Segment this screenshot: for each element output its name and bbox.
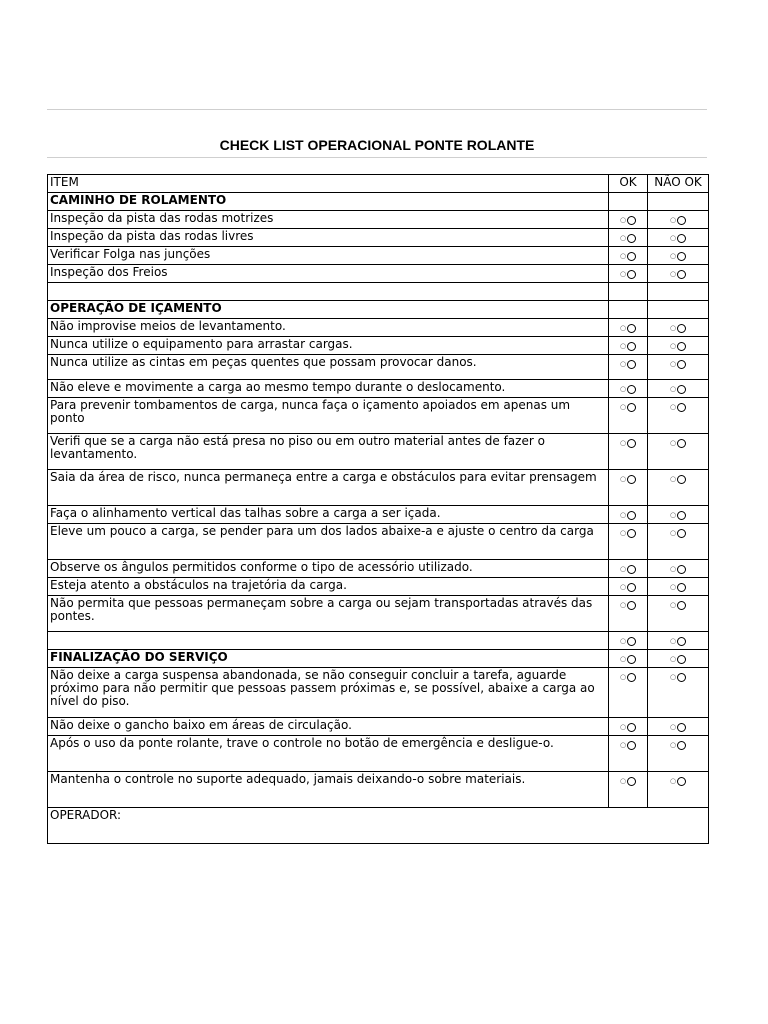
radio-circle-icon	[677, 565, 686, 574]
radio-dot-icon: ○	[619, 252, 627, 260]
radio-circle-icon	[677, 216, 686, 225]
radio-ok[interactable]	[620, 268, 636, 281]
title-divider	[47, 157, 707, 158]
radio-ok[interactable]	[620, 527, 636, 540]
item-text	[48, 632, 609, 650]
radio-circle-icon	[627, 385, 636, 394]
cell-ok	[609, 772, 648, 808]
radio-circle-icon	[677, 324, 686, 333]
cell-nao-ok	[648, 772, 709, 808]
radio-circle-icon	[677, 385, 686, 394]
radio-dot-icon: ○	[669, 511, 677, 519]
radio-dot-icon: ○	[619, 741, 627, 749]
cell-nao-ok	[648, 434, 709, 470]
item-text: Inspeção da pista das rodas motrizes	[48, 211, 609, 229]
radio-circle-icon	[627, 655, 636, 664]
radio-nao-ok[interactable]	[670, 232, 686, 245]
cell-ok	[609, 355, 648, 380]
radio-nao-ok[interactable]	[670, 214, 686, 227]
checklist-row	[48, 229, 709, 247]
radio-dot-icon: ○	[669, 403, 677, 411]
radio-dot-icon: ○	[669, 324, 677, 332]
radio-dot-icon: ○	[669, 234, 677, 242]
radio-dot-icon: ○	[619, 439, 627, 447]
item-text: Faça o alinhamento vertical das talhas sobre a carga a ser içada.	[48, 506, 609, 524]
radio-nao-ok[interactable]	[670, 322, 686, 335]
cell-ok	[609, 596, 648, 632]
checklist-row	[48, 337, 709, 355]
radio-dot-icon: ○	[669, 673, 677, 681]
radio-ok[interactable]	[620, 401, 636, 414]
cell-ok	[609, 578, 648, 596]
radio-circle-icon	[627, 723, 636, 732]
radio-circle-icon	[677, 252, 686, 261]
radio-circle-icon	[677, 777, 686, 786]
checklist-row	[48, 247, 709, 265]
radio-ok[interactable]	[620, 671, 636, 684]
header-row	[48, 175, 709, 193]
radio-ok[interactable]	[620, 653, 636, 666]
radio-dot-icon: ○	[619, 673, 627, 681]
radio-dot-icon: ○	[669, 475, 677, 483]
checklist-row	[48, 380, 709, 398]
radio-circle-icon	[627, 637, 636, 646]
radio-nao-ok[interactable]	[670, 721, 686, 734]
item-text: Não deixe a carga suspensa abandonada, se não conseguir concluir a tarefa, aguarde próximo para não permitir que pessoas passem próximas e, se possível, abaixe a carga ao nível do piso.	[48, 668, 609, 718]
radio-circle-icon	[677, 403, 686, 412]
radio-dot-icon: ○	[619, 360, 627, 368]
cell-nao-ok	[648, 380, 709, 398]
checklist-row	[48, 265, 709, 283]
radio-ok[interactable]	[620, 232, 636, 245]
radio-nao-ok[interactable]	[670, 383, 686, 396]
radio-ok[interactable]	[620, 358, 636, 371]
radio-nao-ok[interactable]	[670, 340, 686, 353]
cell-nao-ok	[648, 578, 709, 596]
radio-dot-icon: ○	[619, 270, 627, 278]
item-text: Esteja atento a obstáculos na trajetória da carga.	[48, 578, 609, 596]
cell-nao-ok	[648, 560, 709, 578]
radio-ok[interactable]	[620, 775, 636, 788]
cell-ok	[609, 211, 648, 229]
radio-dot-icon: ○	[619, 385, 627, 393]
radio-dot-icon: ○	[669, 439, 677, 447]
radio-circle-icon	[627, 360, 636, 369]
radio-ok[interactable]	[620, 437, 636, 450]
cell-ok	[609, 380, 648, 398]
cell-nao-ok	[648, 506, 709, 524]
cell-ok	[609, 434, 648, 470]
item-text	[48, 283, 609, 301]
cell-nao-ok	[648, 211, 709, 229]
cell-ok	[609, 193, 648, 211]
radio-dot-icon: ○	[669, 601, 677, 609]
item-text: Inspeção dos Freios	[48, 265, 609, 283]
radio-dot-icon: ○	[619, 529, 627, 537]
radio-circle-icon	[627, 673, 636, 682]
cell-nao-ok	[648, 398, 709, 434]
radio-ok[interactable]	[620, 250, 636, 263]
checklist-row	[48, 718, 709, 736]
radio-dot-icon: ○	[619, 511, 627, 519]
radio-ok[interactable]	[620, 581, 636, 594]
radio-ok[interactable]	[620, 599, 636, 612]
radio-dot-icon: ○	[669, 360, 677, 368]
cell-nao-ok	[648, 650, 709, 668]
section-row	[48, 301, 709, 319]
radio-nao-ok[interactable]	[670, 268, 686, 281]
item-text: Eleve um pouco a carga, se pender para um dos lados abaixe-a e ajuste o centro da carga	[48, 524, 609, 560]
column-header-item: ITEM	[48, 175, 609, 193]
checklist-row	[48, 560, 709, 578]
radio-nao-ok[interactable]	[670, 671, 686, 684]
radio-circle-icon	[627, 511, 636, 520]
radio-nao-ok[interactable]	[670, 401, 686, 414]
section-title: OPERAÇÃO DE IÇAMENTO	[48, 301, 609, 319]
radio-ok[interactable]	[620, 509, 636, 522]
radio-dot-icon: ○	[669, 655, 677, 663]
radio-circle-icon	[677, 601, 686, 610]
radio-nao-ok[interactable]	[670, 599, 686, 612]
radio-dot-icon: ○	[619, 342, 627, 350]
radio-dot-icon: ○	[619, 403, 627, 411]
cell-nao-ok	[648, 736, 709, 772]
cell-nao-ok	[648, 283, 709, 301]
cell-ok	[609, 632, 648, 650]
radio-ok[interactable]	[620, 322, 636, 335]
section-title: FINALIZAÇÃO DO SERVIÇO	[48, 650, 609, 668]
radio-nao-ok[interactable]	[670, 358, 686, 371]
checklist-row	[48, 470, 709, 506]
radio-circle-icon	[627, 601, 636, 610]
cell-ok	[609, 736, 648, 772]
checklist-row	[48, 772, 709, 808]
cell-ok	[609, 265, 648, 283]
radio-circle-icon	[677, 439, 686, 448]
radio-dot-icon: ○	[669, 270, 677, 278]
radio-circle-icon	[627, 403, 636, 412]
radio-dot-icon: ○	[669, 777, 677, 785]
cell-nao-ok	[648, 524, 709, 560]
radio-circle-icon	[627, 234, 636, 243]
checklist-row	[48, 578, 709, 596]
radio-circle-icon	[627, 777, 636, 786]
cell-nao-ok	[648, 265, 709, 283]
radio-dot-icon: ○	[669, 529, 677, 537]
radio-circle-icon	[677, 529, 686, 538]
checklist-row	[48, 736, 709, 772]
cell-nao-ok	[648, 470, 709, 506]
radio-circle-icon	[627, 342, 636, 351]
cell-ok	[609, 506, 648, 524]
cell-ok	[609, 470, 648, 506]
radio-dot-icon: ○	[619, 216, 627, 224]
cell-ok	[609, 229, 648, 247]
radio-dot-icon: ○	[669, 342, 677, 350]
radio-nao-ok[interactable]	[670, 635, 686, 648]
radio-ok[interactable]	[620, 739, 636, 752]
radio-nao-ok[interactable]	[670, 581, 686, 594]
radio-dot-icon: ○	[669, 252, 677, 260]
top-divider	[47, 109, 707, 110]
radio-nao-ok[interactable]	[670, 527, 686, 540]
radio-dot-icon: ○	[619, 475, 627, 483]
radio-circle-icon	[627, 741, 636, 750]
radio-nao-ok[interactable]	[670, 509, 686, 522]
radio-circle-icon	[677, 511, 686, 520]
cell-ok	[609, 668, 648, 718]
radio-dot-icon: ○	[669, 637, 677, 645]
radio-dot-icon: ○	[619, 324, 627, 332]
cell-nao-ok	[648, 229, 709, 247]
item-text: Não improvise meios de levantamento.	[48, 319, 609, 337]
radio-circle-icon	[677, 234, 686, 243]
checklist-row	[48, 506, 709, 524]
item-text: Verifi que se a carga não está presa no piso ou em outro material antes de fazer o levantamento.	[48, 434, 609, 470]
cell-nao-ok	[648, 596, 709, 632]
radio-circle-icon	[677, 655, 686, 664]
radio-circle-icon	[627, 439, 636, 448]
item-text: Nunca utilize as cintas em peças quentes que possam provocar danos.	[48, 355, 609, 380]
radio-circle-icon	[677, 342, 686, 351]
radio-dot-icon: ○	[619, 637, 627, 645]
cell-ok	[609, 718, 648, 736]
radio-circle-icon	[627, 324, 636, 333]
cell-nao-ok	[648, 247, 709, 265]
radio-dot-icon: ○	[669, 583, 677, 591]
cell-nao-ok	[648, 301, 709, 319]
radio-circle-icon	[677, 673, 686, 682]
checklist-row	[48, 355, 709, 380]
cell-ok	[609, 301, 648, 319]
checklist-row	[48, 434, 709, 470]
radio-circle-icon	[677, 475, 686, 484]
checklist-row	[48, 596, 709, 632]
radio-dot-icon: ○	[619, 601, 627, 609]
radio-ok[interactable]	[620, 340, 636, 353]
radio-nao-ok[interactable]	[670, 563, 686, 576]
checklist-row	[48, 398, 709, 434]
operator-label: OPERADOR:	[48, 808, 709, 844]
page-title: CHECK LIST OPERACIONAL PONTE ROLANTE	[219, 137, 535, 153]
cell-nao-ok	[648, 718, 709, 736]
operator-row	[48, 808, 709, 844]
checklist-row	[48, 524, 709, 560]
radio-nao-ok[interactable]	[670, 473, 686, 486]
cell-nao-ok	[648, 668, 709, 718]
radio-circle-icon	[627, 270, 636, 279]
radio-circle-icon	[627, 252, 636, 261]
radio-circle-icon	[627, 565, 636, 574]
radio-circle-icon	[627, 475, 636, 484]
radio-dot-icon: ○	[669, 565, 677, 573]
radio-nao-ok[interactable]	[670, 739, 686, 752]
radio-circle-icon	[677, 637, 686, 646]
radio-nao-ok[interactable]	[670, 775, 686, 788]
cell-nao-ok	[648, 319, 709, 337]
cell-nao-ok	[648, 632, 709, 650]
radio-ok[interactable]	[620, 473, 636, 486]
cell-ok	[609, 524, 648, 560]
cell-ok	[609, 247, 648, 265]
radio-circle-icon	[677, 360, 686, 369]
radio-dot-icon: ○	[619, 777, 627, 785]
radio-dot-icon: ○	[619, 723, 627, 731]
radio-circle-icon	[627, 583, 636, 592]
radio-ok[interactable]	[620, 721, 636, 734]
item-text: Para prevenir tombamentos de carga, nunca faça o içamento apoiados em apenas um ponto	[48, 398, 609, 434]
radio-ok[interactable]	[620, 563, 636, 576]
item-text: Não deixe o gancho baixo em áreas de circulação.	[48, 718, 609, 736]
section-title: CAMINHO DE ROLAMENTO	[48, 193, 609, 211]
cell-ok	[609, 337, 648, 355]
section-row	[48, 650, 709, 668]
cell-ok	[609, 560, 648, 578]
radio-circle-icon	[677, 583, 686, 592]
item-text: Mantenha o controle no suporte adequado, jamais deixando-o sobre materiais.	[48, 772, 609, 808]
radio-dot-icon: ○	[619, 655, 627, 663]
item-text: Não permita que pessoas permaneçam sobre a carga ou sejam transportadas através das pontes.	[48, 596, 609, 632]
checklist-row	[48, 319, 709, 337]
item-text: Após o uso da ponte rolante, trave o controle no botão de emergência e desligue-o.	[48, 736, 609, 772]
radio-nao-ok[interactable]	[670, 250, 686, 263]
radio-circle-icon	[627, 216, 636, 225]
radio-nao-ok[interactable]	[670, 437, 686, 450]
item-text: Nunca utilize o equipamento para arrastar cargas.	[48, 337, 609, 355]
radio-circle-icon	[627, 529, 636, 538]
radio-circle-icon	[677, 270, 686, 279]
cell-ok	[609, 398, 648, 434]
radio-dot-icon: ○	[619, 565, 627, 573]
item-text: Observe os ângulos permitidos conforme o tipo de acessório utilizado.	[48, 560, 609, 578]
radio-dot-icon: ○	[669, 216, 677, 224]
column-header-nao-ok: NÃO OK	[648, 175, 709, 193]
cell-ok	[609, 283, 648, 301]
radio-dot-icon: ○	[669, 723, 677, 731]
item-text: Não eleve e movimente a carga ao mesmo tempo durante o deslocamento.	[48, 380, 609, 398]
checklist-row	[48, 668, 709, 718]
cell-nao-ok	[648, 193, 709, 211]
blank-row	[48, 632, 709, 650]
cell-nao-ok	[648, 355, 709, 380]
radio-ok[interactable]	[620, 214, 636, 227]
radio-dot-icon: ○	[669, 385, 677, 393]
radio-dot-icon: ○	[619, 583, 627, 591]
blank-row	[48, 283, 709, 301]
section-row	[48, 193, 709, 211]
cell-nao-ok	[648, 337, 709, 355]
checklist-body	[48, 175, 709, 844]
radio-circle-icon	[677, 723, 686, 732]
radio-ok[interactable]	[620, 383, 636, 396]
radio-dot-icon: ○	[619, 234, 627, 242]
column-header-ok: OK	[609, 175, 648, 193]
checklist-row	[48, 211, 709, 229]
radio-dot-icon: ○	[669, 741, 677, 749]
item-text: Verificar Folga nas junções	[48, 247, 609, 265]
radio-circle-icon	[677, 741, 686, 750]
item-text: Inspeção da pista das rodas livres	[48, 229, 609, 247]
item-text: Saia da área de risco, nunca permaneça entre a carga e obstáculos para evitar prensagem	[48, 470, 609, 506]
checklist-table	[47, 174, 709, 844]
radio-nao-ok[interactable]	[670, 653, 686, 666]
cell-ok	[609, 650, 648, 668]
radio-ok[interactable]	[620, 635, 636, 648]
cell-ok	[609, 319, 648, 337]
